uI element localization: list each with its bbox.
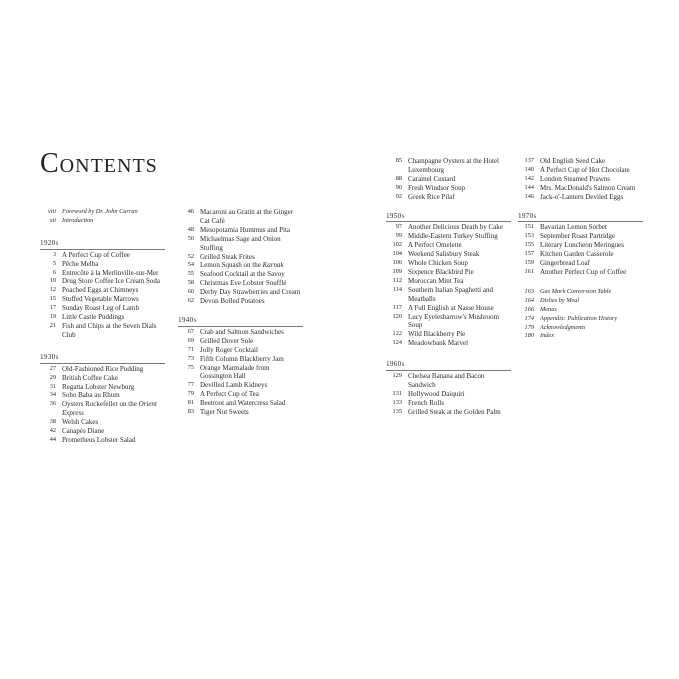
toc-entry[interactable]: [518, 184, 643, 193]
entry-title: Whole Chicken Soup: [408, 259, 468, 268]
toc-entry[interactable]: [518, 288, 643, 297]
page-number: viii: [47, 208, 56, 215]
entry-title: Canapés Diane: [62, 427, 105, 436]
page-number: 44: [49, 435, 56, 443]
page-number: 15: [49, 295, 56, 303]
page-number: 114: [392, 285, 402, 293]
entry-title: Mrs. MacDonald's Salmon Cream: [540, 183, 636, 192]
page-number: 85: [395, 157, 402, 164]
page-number: 69: [187, 336, 194, 344]
toc-entry[interactable]: [40, 322, 165, 340]
section-heading-1940s: 1940s: [178, 316, 303, 327]
entry-title: Entrecôte à la Merlinville-sur-Mer: [62, 268, 159, 277]
entry-title: Crab and Salmon Sandwiches: [200, 327, 284, 336]
page-number: 140: [524, 165, 534, 173]
entry-title: A Perfect Cup of Hot Chocolate: [540, 165, 630, 174]
page-number: xii: [49, 216, 56, 224]
entry-title-italic: Orient Express: [62, 400, 157, 418]
toc-entry[interactable]: [40, 304, 165, 313]
entry-title: Dishes by Meal: [540, 296, 580, 304]
entry-title: Moroccan Mint Tea: [408, 276, 464, 285]
section-heading-1930s: 1930s: [40, 353, 165, 364]
page-number: 62: [187, 297, 194, 305]
toc-entry[interactable]: [178, 355, 303, 364]
page-number: 90: [395, 183, 402, 191]
entry-title: A Perfect Cup of Tea: [200, 390, 259, 399]
entry-title: Pêche Melba: [62, 259, 99, 268]
toc-entry[interactable]: [178, 279, 303, 288]
entry-title: September Roast Partridge: [540, 232, 616, 241]
page-number: 99: [395, 232, 402, 240]
toc-entry[interactable]: [518, 306, 643, 315]
entry-title: British Coffee Cake: [62, 373, 118, 382]
toc-entry[interactable]: [178, 337, 303, 346]
page-number: 58: [187, 279, 194, 287]
toc-entry[interactable]: [518, 175, 643, 184]
entry-title: Greek Rice Pilaf: [408, 192, 455, 201]
toc-entry[interactable]: [518, 166, 643, 175]
page-number: 129: [392, 372, 402, 380]
toc-entry[interactable]: [386, 250, 511, 259]
toc-entry[interactable]: [178, 297, 303, 306]
toc-entry[interactable]: [40, 391, 165, 400]
entry-title: Fish and Chips at the Seven Dials Club: [62, 321, 157, 339]
page-number: 77: [187, 381, 194, 389]
page-number: 164: [524, 296, 534, 304]
entry-title: [200, 261, 303, 270]
page-number: 92: [395, 192, 402, 200]
toc-entry[interactable]: [386, 408, 511, 417]
entry-title: A Full English at Nasse House: [408, 303, 494, 312]
toc-entry[interactable]: [40, 427, 165, 436]
page-number: 50: [187, 234, 194, 242]
page-number: 42: [49, 427, 56, 435]
entry-title: Meadowbank Marvel: [408, 339, 469, 348]
entry-title: Jolly Roger Cocktail: [200, 345, 258, 354]
toc-column-2: [178, 208, 303, 417]
page-number: 157: [524, 250, 534, 258]
page-number: 124: [392, 339, 402, 347]
entry-title: Gingerbread Loaf: [540, 259, 590, 268]
entry-title: Seafood Cocktail at the Savoy: [200, 270, 285, 279]
entry-title: Derby Day Strawberries and Cream: [200, 288, 301, 297]
entry-title: Grilled Steak Frites: [200, 252, 255, 261]
page-number: 137: [524, 157, 534, 164]
toc-entry[interactable]: [40, 208, 165, 217]
toc-entry[interactable]: [40, 295, 165, 304]
entry-title: Introduction: [62, 216, 94, 224]
toc-entry[interactable]: [178, 390, 303, 399]
toc-entry[interactable]: [178, 208, 303, 226]
page-number: 81: [187, 399, 194, 407]
page-number: 83: [187, 408, 194, 416]
entry-title: Jack-o'-Lantern Deviled Eggs: [540, 192, 624, 201]
toc-entry[interactable]: [40, 374, 165, 383]
toc-entry[interactable]: [178, 288, 303, 297]
page-number: 180: [524, 332, 534, 340]
toc-entry[interactable]: [386, 157, 511, 175]
toc-column-3: [386, 157, 511, 417]
toc-entry[interactable]: [178, 381, 303, 390]
toc-entry[interactable]: [518, 324, 643, 333]
entry-title: Poached Eggs at Chimneys: [62, 286, 139, 295]
front-matter-list: [40, 208, 165, 226]
toc-entry[interactable]: [178, 253, 303, 262]
entry-title: Bavarian Lemon Sorbet: [540, 223, 607, 232]
entry-title: Little Castle Puddings: [62, 313, 125, 322]
toc-entry[interactable]: [178, 399, 303, 408]
toc-entry[interactable]: [386, 313, 511, 331]
entry-title-italic: Karnak: [262, 261, 284, 270]
page-title: Contents: [40, 148, 158, 179]
toc-entry[interactable]: [40, 400, 165, 418]
page-number: 6: [52, 268, 56, 276]
toc-entry[interactable]: [40, 277, 165, 286]
toc-entry[interactable]: [386, 175, 511, 184]
entry-title: Stuffed Vegetable Marrows: [62, 295, 139, 304]
page-number: 73: [187, 354, 194, 362]
toc-entry[interactable]: [518, 223, 643, 232]
toc-entry[interactable]: [178, 261, 303, 270]
toc-entry[interactable]: [386, 259, 511, 268]
entry-title: Index: [540, 332, 554, 340]
page-number: 3: [52, 250, 56, 258]
entry-title: Mesopotamia Hummus and Pita: [200, 225, 291, 234]
toc-entry[interactable]: [40, 383, 165, 392]
toc-entry[interactable]: [178, 364, 303, 382]
entry-title: French Rolls: [408, 398, 444, 407]
page-number: 146: [524, 192, 534, 200]
toc-entry[interactable]: [518, 332, 643, 341]
page-number: 67: [187, 327, 194, 335]
entry-title-text: Lemon Squash on the: [200, 261, 261, 270]
page-number: 174: [524, 314, 534, 322]
page-number: 38: [49, 418, 56, 426]
toc-entry[interactable]: [386, 304, 511, 313]
toc-entry[interactable]: [386, 223, 511, 232]
page-number: 106: [392, 259, 402, 267]
page-number: 34: [49, 391, 56, 399]
page-number: 88: [395, 174, 402, 182]
page-number: 144: [524, 183, 534, 191]
entry-title: Sixpence Blackbird Pie: [408, 267, 474, 276]
entry-title: Regatta Lobster Newburg: [62, 382, 135, 391]
page-number: 46: [187, 208, 194, 215]
page-number: 5: [52, 259, 56, 267]
section-heading-1920s: 1920s: [40, 239, 165, 250]
toc-column-4: [518, 157, 643, 341]
page-number: 161: [524, 267, 534, 275]
page-number: 163: [524, 287, 534, 295]
page-number: 131: [392, 389, 402, 397]
toc-entry[interactable]: [386, 372, 511, 390]
page-number: 135: [392, 407, 402, 415]
entry-title: Appendix: Publication History: [540, 314, 618, 322]
page-number: 55: [187, 270, 194, 278]
toc-entry[interactable]: [40, 286, 165, 295]
entry-title: [62, 400, 165, 418]
entry-title: Orange Marmalade from Gossington Hall: [200, 363, 270, 381]
page-number: 142: [524, 174, 534, 182]
entry-title: A Perfect Cup of Coffee: [62, 250, 130, 259]
entry-title: Acknowledgments: [540, 323, 586, 331]
section-heading-1960s: 1960s: [386, 360, 511, 371]
toc-entry[interactable]: [386, 268, 511, 277]
toc-entry[interactable]: [386, 241, 511, 250]
entry-title: Wild Blackberry Pie: [408, 330, 466, 339]
toc-column-1: [40, 208, 165, 445]
entry-title: Weekend Salisbury Steak: [408, 250, 480, 259]
toc-entry[interactable]: [386, 339, 511, 348]
entry-title: Devilled Lamb Kidneys: [200, 381, 268, 390]
toc-entry[interactable]: [40, 251, 165, 260]
page-number: 36: [49, 400, 56, 408]
page-number: 19: [49, 313, 56, 321]
toc-entry[interactable]: [40, 313, 165, 322]
entry-title: Another Delicious Death by Cake: [408, 223, 503, 232]
toc-entry[interactable]: [40, 269, 165, 278]
toc-entry[interactable]: [40, 260, 165, 269]
toc-entry[interactable]: [386, 184, 511, 193]
toc-entry[interactable]: [40, 217, 165, 226]
page-number: 155: [524, 241, 534, 249]
entry-title: Welsh Cakes: [62, 418, 99, 427]
entry-title: A Perfect Omelette: [408, 241, 462, 250]
entry-title: Caramel Custard: [408, 174, 456, 183]
entry-title: Old-Fashioned Rice Pudding: [62, 364, 144, 373]
entry-title: Foreword by Dr. John Curran: [62, 208, 138, 215]
page-number: 109: [392, 267, 402, 275]
toc-entry[interactable]: [386, 232, 511, 241]
page-number: 122: [392, 330, 402, 338]
entry-title: Christmas Eve Lobster Soufflé: [200, 279, 287, 288]
toc-entry[interactable]: [178, 328, 303, 337]
page-number: 151: [524, 223, 534, 231]
page-number: 104: [392, 250, 402, 258]
page-number: 79: [187, 390, 194, 398]
page-number: 179: [524, 323, 534, 331]
toc-entry[interactable]: [178, 226, 303, 235]
page-number: 102: [392, 241, 402, 249]
page-number: 97: [395, 223, 402, 231]
entry-title: Soho Baba au Rhum: [62, 391, 120, 400]
toc-entry[interactable]: [518, 268, 643, 277]
page-number: 133: [392, 398, 402, 406]
toc-entry[interactable]: [178, 408, 303, 417]
back-matter-list: [518, 288, 643, 341]
page-number: 17: [49, 304, 56, 312]
entry-title: Fresh Windsor Soup: [408, 183, 466, 192]
page-number: 120: [392, 312, 402, 320]
entry-title: Drug Store Coffee Ice Cream Soda: [62, 277, 161, 286]
page-number: 29: [49, 373, 56, 381]
entry-title: Southern Italian Spaghetti and Meatballs: [408, 285, 493, 303]
page-number: 54: [187, 261, 194, 269]
page-number: 166: [524, 305, 534, 313]
toc-entry[interactable]: [518, 193, 643, 202]
toc-entry[interactable]: [386, 399, 511, 408]
entry-title: Hollywood Daiquiri: [408, 389, 465, 398]
entry-title: Devon Boiled Potatoes: [200, 297, 265, 306]
page-number: 117: [392, 303, 402, 311]
toc-entry[interactable]: [178, 270, 303, 279]
page-number: 48: [187, 225, 194, 233]
toc-entry[interactable]: [518, 241, 643, 250]
page-number: 71: [187, 345, 194, 353]
toc-entry[interactable]: [518, 297, 643, 306]
page-number: 21: [49, 321, 56, 329]
toc-entry[interactable]: [518, 259, 643, 268]
toc-entry[interactable]: [386, 193, 511, 202]
page-number: 159: [524, 259, 534, 267]
section-heading-1950s: 1950s: [386, 212, 511, 223]
toc-entry[interactable]: [178, 346, 303, 355]
entry-title: Grilled Steak at the Golden Palm: [408, 407, 501, 416]
toc-entry[interactable]: [40, 436, 165, 445]
entry-title: Old English Seed Cake: [540, 157, 606, 165]
toc-entry[interactable]: [518, 250, 643, 259]
page-number: 27: [49, 364, 56, 372]
page-number: 31: [49, 382, 56, 390]
toc-entry[interactable]: [386, 277, 511, 286]
entry-title: Menus: [540, 305, 557, 313]
entry-title: Kitchen Garden Casserole: [540, 250, 614, 259]
entry-title: Literary Luncheon Meringues: [540, 241, 624, 250]
toc-entry[interactable]: [386, 390, 511, 399]
page-number: 60: [187, 288, 194, 296]
entry-title: Champagne Oysters at the Hotel Luxembourg: [408, 157, 499, 174]
entry-title: Grilled Dover Sole: [200, 336, 254, 345]
toc-entry[interactable]: [386, 286, 511, 304]
toc-entry[interactable]: [40, 365, 165, 374]
entry-title: Sunday Roast Leg of Lamb: [62, 304, 139, 313]
entry-title: Tiger Nut Sweets: [200, 408, 249, 417]
entry-title: Middle-Eastern Turkey Stuffing: [408, 232, 498, 241]
page-number: 75: [187, 363, 194, 371]
toc-entry[interactable]: [518, 157, 643, 166]
entry-title: Lucy Eyelesbarrow's Mushroom Soup: [408, 312, 500, 330]
page-number: 153: [524, 232, 534, 240]
page-number: 12: [49, 286, 56, 294]
entry-title: London Steamed Prawns: [540, 174, 610, 183]
page-number: 10: [49, 277, 56, 285]
entry-title: Chelsea Banana and Bacon Sandwich: [408, 372, 485, 389]
toc-entry[interactable]: [386, 330, 511, 339]
page-number: 112: [392, 276, 402, 284]
entry-title-text: Oysters Rockefeller on the: [62, 400, 137, 409]
entry-title: Beetroot and Watercress Salad: [200, 399, 286, 408]
toc-entry[interactable]: [518, 315, 643, 324]
entry-title: Fifth Column Blackberry Jam: [200, 354, 284, 363]
entry-title: Prometheus Lobster Salad: [62, 435, 136, 444]
section-heading-1970s: 1970s: [518, 212, 643, 223]
entry-title: Macaroni au Gratin at the Ginger Cat Café: [200, 208, 294, 225]
page-number: 52: [187, 252, 194, 260]
entry-title: Michaelmas Sage and Onion Stuffing: [200, 234, 281, 252]
toc-entry[interactable]: [178, 235, 303, 253]
entry-title: Gas Mark Conversion Table: [540, 287, 612, 295]
toc-entry[interactable]: [40, 418, 165, 427]
entry-title: Another Perfect Cup of Coffee: [540, 267, 627, 276]
toc-entry[interactable]: [518, 232, 643, 241]
